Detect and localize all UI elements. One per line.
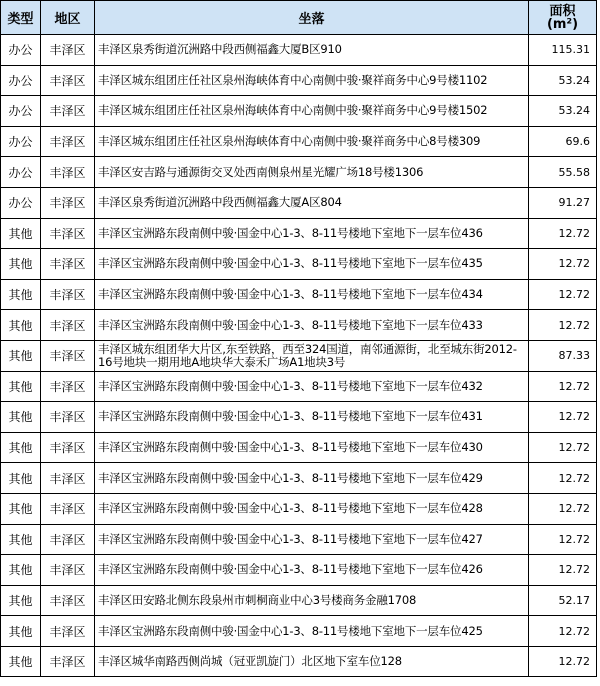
table-row (1, 493, 597, 524)
type-cell: 其他 (1, 279, 41, 310)
area-cell: 87.33 (529, 340, 597, 371)
type-cell: 其他 (1, 218, 41, 249)
area-cell: 12.72 (529, 371, 597, 402)
type-cell: 办公 (1, 157, 41, 188)
location-cell: 丰泽区宝洲路东段南侧中骏·国金中心1-3、8-11号楼地下室地下一层车位436 (95, 218, 529, 249)
table-row (1, 402, 597, 433)
header-area (529, 1, 597, 35)
location-cell: 丰泽区泉秀街道沉洲路中段西侧福鑫大厦B区910 (95, 35, 529, 66)
region-cell: 丰泽区 (41, 616, 95, 647)
region-cell: 丰泽区 (41, 432, 95, 463)
table-row (1, 157, 597, 188)
region-cell: 丰泽区 (41, 493, 95, 524)
location-cell: 丰泽区宝洲路东段南侧中骏·国金中心1-3、8-11号楼地下室地下一层车位430 (95, 432, 529, 463)
table-row (1, 524, 597, 555)
location-cell: 丰泽区安吉路与通源街交叉处西南侧泉州星光耀广场18号楼1306 (95, 157, 529, 188)
table-row (1, 432, 597, 463)
table-row (1, 555, 597, 586)
type-cell: 其他 (1, 463, 41, 494)
region-cell: 丰泽区 (41, 279, 95, 310)
region-cell: 丰泽区 (41, 187, 95, 218)
area-cell: 69.6 (529, 126, 597, 157)
location-cell: 丰泽区宝洲路东段南侧中骏·国金中心1-3、8-11号楼地下室地下一层车位427 (95, 524, 529, 555)
type-cell: 其他 (1, 432, 41, 463)
header-area-label: 面积 (549, 3, 576, 19)
table-row (1, 126, 597, 157)
area-cell: 115.31 (529, 35, 597, 66)
location-cell: 丰泽区宝洲路东段南侧中骏·国金中心1-3、8-11号楼地下室地下一层车位434 (95, 279, 529, 310)
area-cell: 12.72 (529, 218, 597, 249)
table-row (1, 279, 597, 310)
table-row (1, 96, 597, 127)
table-row (1, 187, 597, 218)
table-row (1, 310, 597, 341)
region-cell: 丰泽区 (41, 340, 95, 371)
table-row (1, 646, 597, 677)
region-cell: 丰泽区 (41, 310, 95, 341)
header-region: 地区 (41, 1, 95, 35)
region-cell: 丰泽区 (41, 524, 95, 555)
area-cell: 12.72 (529, 646, 597, 677)
region-cell: 丰泽区 (41, 96, 95, 127)
type-cell: 其他 (1, 616, 41, 647)
location-cell: 丰泽区城东组团庄任社区泉州海峡体育中心南侧中骏·聚祥商务中心8号楼309 (95, 126, 529, 157)
location-cell: 丰泽区泉秀街道沉洲路中段西侧福鑫大厦A区804 (95, 187, 529, 218)
header-type: 类型 (1, 1, 41, 35)
area-cell: 12.72 (529, 279, 597, 310)
type-cell: 办公 (1, 96, 41, 127)
location-cell: 丰泽区城东组团庄任社区泉州海峡体育中心南侧中骏·聚祥商务中心9号楼1102 (95, 65, 529, 96)
area-cell: 53.24 (529, 96, 597, 127)
region-cell: 丰泽区 (41, 402, 95, 433)
area-cell: 12.72 (529, 463, 597, 494)
region-cell: 丰泽区 (41, 371, 95, 402)
region-cell: 丰泽区 (41, 585, 95, 616)
table-header (1, 1, 597, 35)
area-cell: 53.24 (529, 65, 597, 96)
type-cell: 其他 (1, 646, 41, 677)
area-cell: 12.72 (529, 310, 597, 341)
location-cell: 丰泽区宝洲路东段南侧中骏·国金中心1-3、8-11号楼地下室地下一层车位435 (95, 249, 529, 280)
region-cell: 丰泽区 (41, 463, 95, 494)
table-row (1, 35, 597, 66)
table-row (1, 218, 597, 249)
table-row (1, 65, 597, 96)
type-cell: 其他 (1, 585, 41, 616)
area-cell: 12.72 (529, 432, 597, 463)
header-location: 坐落 (95, 1, 529, 35)
header-area-unit: (m²) (546, 16, 579, 32)
location-cell: 丰泽区城华南路西侧尚城（冠亚凯旋门）北区地下室车位128 (95, 646, 529, 677)
type-cell: 其他 (1, 310, 41, 341)
type-cell: 办公 (1, 126, 41, 157)
table-row (1, 616, 597, 647)
table-body (1, 35, 597, 677)
area-cell: 12.72 (529, 555, 597, 586)
location-cell: 丰泽区田安路北侧东段泉州市刺桐商业中心3号楼商务金融1708 (95, 585, 529, 616)
table-row (1, 463, 597, 494)
location-cell: 丰泽区宝洲路东段南侧中骏·国金中心1-3、8-11号楼地下室地下一层车位432 (95, 371, 529, 402)
table-row (1, 371, 597, 402)
location-cell: 丰泽区宝洲路东段南侧中骏·国金中心1-3、8-11号楼地下室地下一层车位433 (95, 310, 529, 341)
region-cell: 丰泽区 (41, 218, 95, 249)
location-cell: 丰泽区宝洲路东段南侧中骏·国金中心1-3、8-11号楼地下室地下一层车位426 (95, 555, 529, 586)
type-cell: 其他 (1, 493, 41, 524)
region-cell: 丰泽区 (41, 555, 95, 586)
region-cell: 丰泽区 (41, 126, 95, 157)
type-cell: 其他 (1, 340, 41, 371)
location-cell: 丰泽区宝洲路东段南侧中骏·国金中心1-3、8-11号楼地下室地下一层车位431 (95, 402, 529, 433)
area-cell: 52.17 (529, 585, 597, 616)
region-cell: 丰泽区 (41, 65, 95, 96)
region-cell: 丰泽区 (41, 249, 95, 280)
area-cell: 12.72 (529, 524, 597, 555)
area-cell: 12.72 (529, 249, 597, 280)
location-cell: 丰泽区宝洲路东段南侧中骏·国金中心1-3、8-11号楼地下室地下一层车位428 (95, 493, 529, 524)
location-cell: 丰泽区城东组团华大片区,东至铁路，西至324国道，南邻通源街，北至城东街2012-16号地块一期用地A地块华大泰禾广场A1地块3号 (95, 340, 529, 371)
region-cell: 丰泽区 (41, 646, 95, 677)
table-row (1, 340, 597, 371)
type-cell: 其他 (1, 555, 41, 586)
type-cell: 其他 (1, 249, 41, 280)
type-cell: 办公 (1, 35, 41, 66)
type-cell: 其他 (1, 371, 41, 402)
location-cell: 丰泽区城东组团庄任社区泉州海峡体育中心南侧中骏·聚祥商务中心9号楼1502 (95, 96, 529, 127)
area-cell: 55.58 (529, 157, 597, 188)
location-cell: 丰泽区宝洲路东段南侧中骏·国金中心1-3、8-11号楼地下室地下一层车位429 (95, 463, 529, 494)
type-cell: 其他 (1, 524, 41, 555)
area-cell: 12.72 (529, 616, 597, 647)
type-cell: 办公 (1, 65, 41, 96)
type-cell: 其他 (1, 402, 41, 433)
header-row (1, 1, 597, 35)
area-cell: 12.72 (529, 402, 597, 433)
table-row (1, 585, 597, 616)
location-cell: 丰泽区宝洲路东段南侧中骏·国金中心1-3、8-11号楼地下室地下一层车位425 (95, 616, 529, 647)
area-cell: 91.27 (529, 187, 597, 218)
type-cell: 办公 (1, 187, 41, 218)
region-cell: 丰泽区 (41, 35, 95, 66)
area-cell: 12.72 (529, 493, 597, 524)
region-cell: 丰泽区 (41, 157, 95, 188)
table-row (1, 249, 597, 280)
